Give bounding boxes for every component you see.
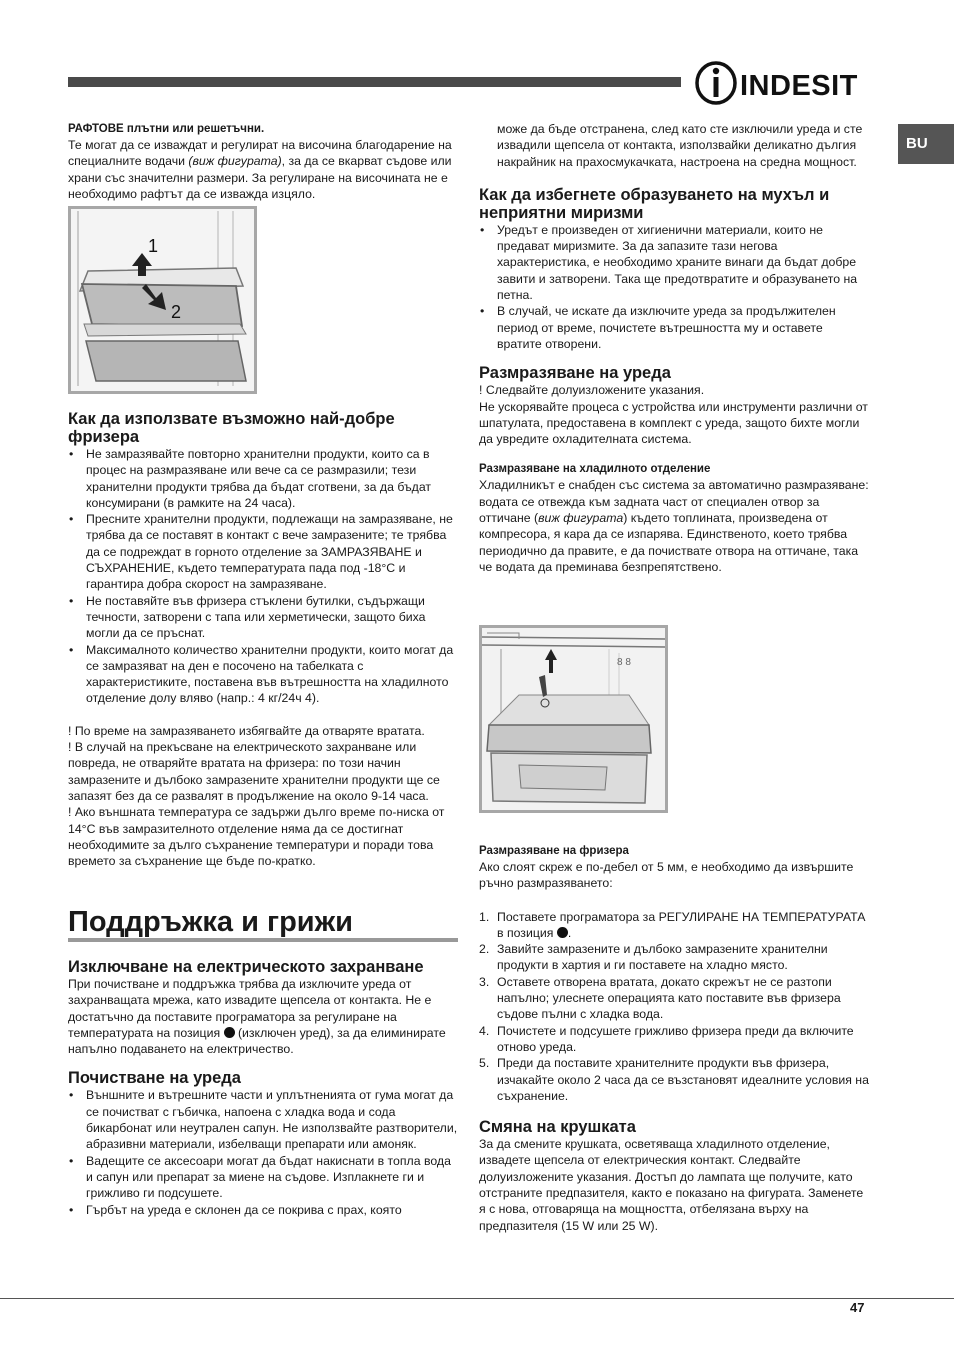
- clean-list: [68, 1087, 458, 1217]
- section-rule: [68, 938, 458, 942]
- note: ! Ако външната температура се задържи дълго време по-ниска от 14°C във замразителното отделение няма да се достигнат необходимите за дълго съхранение температури и поради това времето за съхранение ще бъде по-кратко.: [68, 805, 445, 869]
- list-item: • Не замразявайте повторно хранителни продукти, които са в процес на размразяване или вече са се размразили; тези хранителни продукти трябва да бъдат сготвени, за да бъдат консумирани (в рамките на 24 часа).: [68, 446, 458, 511]
- svg-text:INDESIT: INDESIT: [740, 70, 858, 102]
- fridge-defrost-text: Хладилникът е снабден със система за автоматично размразяване: водата се отвежда към задната част от специален отвор за оттичане (виж фигурата) където топлината, произведена от компресора, я кара да се изпарява. Единственото, което трябва периодично да правите, е да почиствате отвора на оттичане, така че водата да преминава безпрепятствено.: [479, 478, 869, 574]
- freezer-defrost-text: Ако слоят скреж е по-дебел от 5 мм, е необходимо да извършите ръчно размразяването:: [479, 860, 854, 891]
- defrost-note: ! Следвайте долуизложените указания.: [479, 383, 705, 398]
- page-number: 47: [850, 1300, 865, 1315]
- freezer-heading: Как да използвате възможно най-добре фризера: [68, 410, 395, 446]
- header-bar: [68, 77, 681, 87]
- power-heading: Изключване на електрическото захранване: [68, 958, 424, 976]
- list-item: • В случай, че искате да изключите уреда за продължителен период от време, почистете вътрешността му и оставете вратите отворени.: [479, 303, 869, 352]
- language-tab: BU: [898, 124, 954, 164]
- drain-figure: [479, 625, 668, 813]
- list-item: 1. Поставете програматора за РЕГУЛИРАНЕ НА ТЕМПЕРАТУРАТА в позиция .: [479, 909, 866, 940]
- svg-text:2: 2: [171, 302, 182, 322]
- note: ! По време на замразяването избягвайте да отваряте вратата.: [68, 723, 425, 738]
- svg-text:8 8: 8 8: [617, 657, 631, 668]
- list-item: • Не поставяйте във фризера стъклени бутилки, съдържащи течности, затворени с тапа или херметически, защото биха могли да се пръснат.: [68, 593, 458, 642]
- freezer-defrost-subheading: Размразяване на фризера: [479, 845, 629, 857]
- bulb-text: За да смените крушката, осветяваща хладилното отделение, извадете щепсела от електрическия контакт. Следвайте долуизложените указания. Достъп до лампата ще получите, като отстраните предпазителя, както е показано на фигурата. Заменете я с нова, отговаряща на мощността, отбелязана върху на предпазителя (15 W или 25 W).: [479, 1137, 864, 1233]
- right-column: [479, 121, 869, 575]
- section-title: Поддръжка и грижи: [68, 906, 354, 938]
- right-column-2: [479, 843, 869, 1234]
- list-item: 4. Почистете и подсушете грижливо фризера преди да включите отново уреда.: [479, 1023, 854, 1054]
- defrost-text: Не ускорявайте процеса с устройства или инструменти различни от шпатулата, предоставена в комплект с уреда, защото бихте могли да увредите охладителната система.: [479, 399, 868, 447]
- fridge-defrost-subheading: Размразяване на хладилното отделение: [479, 463, 711, 476]
- left-column-3: [68, 958, 458, 1218]
- svg-text:1: 1: [148, 236, 159, 256]
- shelves-text: Те могат да се изваждат и регулират на височина благодарение на специалните водачи (виж фигурата), за да се вкарват съдове или храни със значителни размери. За регулиране на височината не е необходимо рафтът да се изважда изцяло.: [68, 138, 452, 201]
- footer-rule: [0, 1298, 954, 1299]
- shelf-figure: [68, 206, 257, 394]
- defrost-steps: [479, 909, 869, 1105]
- list-item: • Гърбът на уреда е склонен да се покрива с прах, която: [68, 1202, 458, 1218]
- left-column-2: [68, 410, 458, 869]
- list-item: 5. Преди да поставите хранителните продукти във фризера, изчакайте около 2 часа да се възстановят идеалните условия на съхранение.: [479, 1056, 869, 1103]
- list-item: • Вадещите се аксесоари могат да бъдат накиснати в топла вода и сапун или препарат за миене на съдове. Изплакнете ги и грижливо ги подсушете.: [68, 1153, 458, 1202]
- list-item: • Максималното количество хранителни продукти, които могат да се замразяват на ден е посочено на табелката с характеристиките, поставена във вътрешността на хладилното отделение долу вляво (напр.: 4 кг/24ч 4).: [68, 642, 458, 707]
- off-position-icon: [224, 1027, 235, 1038]
- continued-text: може да бъде отстранена, след като сте изключили уреда и сте извадили щепсела от контакта, използвайки деликатно дългия накрайник на прахосмукачката, настроена на средна мощност.: [497, 122, 863, 169]
- freezer-list: [68, 446, 458, 707]
- off-position-icon: [557, 927, 568, 938]
- bulb-heading: Смяна на крушката: [479, 1118, 636, 1137]
- list-item: • Външните и вътрешните части и уплътненията от гума могат да се почистват с гъбичка, напоена с хладка вода и сода бикарбонат или неутрален сапун. Не използвайте разтворители, абразивни материали, избелващи препарати или амоняк.: [68, 1087, 458, 1152]
- shelves-heading: РАФТОВЕ плътни или решетъчни.: [68, 123, 265, 135]
- clean-heading: Почистване на уреда: [68, 1069, 241, 1088]
- list-item: 2. Завийте замразените и дълбоко замразените хранителни продукти в хартия и ги поставете на хладно място.: [479, 942, 828, 973]
- mould-heading: Как да избегнете образуването на мухъл и неприятни миризми: [479, 185, 830, 222]
- maintenance-section: [68, 905, 458, 939]
- note: ! В случай на прекъсване на електрическото захранване или повреда, не отваряйте вратата на фризера: по този начин замразените и дълбоко замразените хранителни продукти ще се запазят без да се развалят в продължение на около 9-14 часа.: [68, 740, 440, 803]
- left-column: [68, 121, 458, 202]
- list-item: • Уредът е произведен от хигиенични материали, които не предават миризмите. За да запазите тази негова характеристика, е необходимо храните винаги да бъдат добре завити и затворени. Така ще предотвратите и образуването на петна.: [479, 222, 869, 303]
- list-item: 3. Оставете отворена вратата, докато скрежът не се разтопи напълно; улеснете операцията като поставите във фризера съдове пълни с хладка вода.: [479, 974, 841, 1022]
- list-item: • Пресните хранителни продукти, подлежащи на замразяване, не трябва да се поставят в контакт с вече замразените; те трябва да се подреждат в горното отделение за ЗАМРАЗЯВАНЕ и СЪХРАНЕНИЕ, където температурата пада под -18°C и гарантира добра скорост на замразяване.: [68, 511, 458, 592]
- indesit-logo: [694, 60, 870, 106]
- mould-list: [479, 222, 869, 352]
- defrost-heading: Размразяване на уреда: [479, 364, 671, 383]
- power-text: При почистване и поддръжка трябва да изключите уреда от захранващата мрежа, като извадите щепсела от контакта. Не е достатъчно да поставите програматора за регулиране на температурата на позиция (изключен уред), за да елиминирате напълно подаването на електричество.: [68, 977, 446, 1057]
